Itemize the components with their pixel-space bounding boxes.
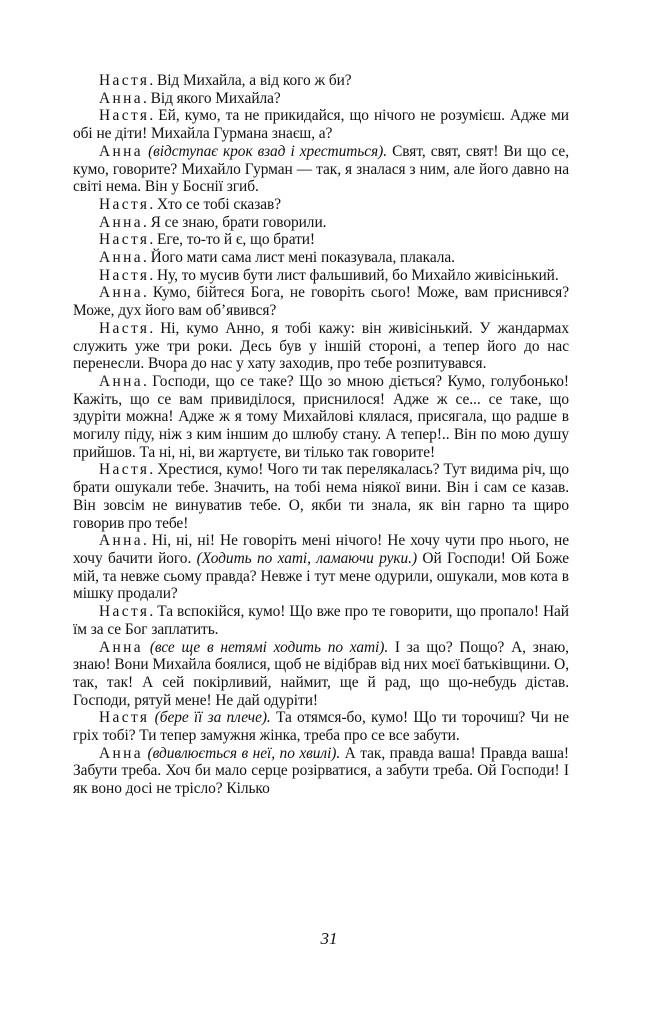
dialogue-text: А так, правда ваша! Правда ваша! Забути треба. Хоч би мало серце розірватися, а забути треба. Ой Господи! І як воно досі не трісло? Кілько — [73, 744, 569, 798]
dialogue-paragraph — [73, 107, 569, 142]
page-number: 31 — [320, 929, 338, 948]
speaker-name: Анна — [99, 213, 144, 231]
dialogue-paragraph — [73, 320, 569, 373]
dialogue-paragraph — [73, 709, 569, 744]
dialogue-text: . Кумо, бійтеся Бога, не говоріть сього! Може, вам приснився? Може, дух його вам об’явився? — [73, 284, 569, 320]
dialogue-text: . Ні, кумо Анно, я тобі кажу: він живісінький. У жандармах служить уже три роки. Десь був у іншій стороні, а тепер його до нас перенесли. Вчора до нас у хату заходив, про тебе розпитувався. — [73, 319, 569, 373]
dialogue-paragraph — [73, 603, 569, 638]
speaker-name: Анна — [99, 532, 144, 550]
speaker-name: Анна — [99, 249, 144, 267]
dialogue-paragraph — [73, 267, 569, 285]
speaker-name: Настя — [99, 709, 150, 727]
play-text-body — [73, 72, 569, 798]
dialogue-paragraph — [73, 639, 569, 710]
dialogue-paragraph — [73, 231, 569, 249]
dialogue-text: Ой Господи! Ой Боже мій, та невже сьому правда? Невже і тут мене одурили, ошукали, мов кота в мішку продали? — [73, 549, 570, 603]
dialogue-paragraph — [73, 143, 569, 196]
dialogue-paragraph — [73, 373, 569, 462]
speaker-name: Анна — [99, 284, 144, 302]
dialogue-paragraph — [73, 532, 569, 603]
dialogue-text: Свят, свят, свят! Ви що се, кумо, говорите? Михайло Гурман — так, я зналася з ним, але його давно на світі нема. Він у Боснії згиб. — [73, 142, 569, 196]
dialogue-text: . Його мати сама лист мені показувала, плакала. — [143, 249, 455, 267]
dialogue-text: . Господи, що се таке? Що зо мною діється? Кумо, голубонько! Кажіть, що се вам привиділося, приснилося! Адже ж се... се таке, що здуріти можна! Адже ж я тому Михайлові клялася, присягала, що радше в могилу піду, ніж з ким іншим до шлюбу стану. А тепер!.. Він по мою душу прийшов. Та ні, ні, ви жартуєте, ви тілько так говорите! — [73, 372, 569, 461]
speaker-name: Настя — [99, 72, 150, 89]
dialogue-paragraph — [73, 284, 569, 319]
dialogue-paragraph — [73, 90, 569, 108]
dialogue-text: . Я се знаю, брати говорили. — [143, 213, 327, 231]
speaker-name: Анна — [99, 89, 144, 107]
stage-direction: (бере її за плече). — [154, 709, 271, 727]
dialogue-text: Та отямся-бо, кумо! Що ти торочиш? Чи не гріх тобі? Ти тепер замужня жінка, треба про се все забути. — [73, 709, 569, 745]
dialogue-text: . Ей, кумо, та не прикидайся, що нічого не розумієш. Адже ми обі не діти! Михайла Гурмана знаєш, а? — [73, 107, 569, 143]
speaker-name: Настя — [99, 266, 150, 284]
dialogue-text: . Ні, ні, ні! Не говоріть мені нічого! Не хочу чути про нього, не хочу бачити його. — [73, 532, 569, 567]
dialogue-paragraph — [73, 214, 569, 232]
speaker-name: Анна — [99, 744, 144, 762]
stage-direction: (все ще в нетямі ходить по хаті). — [149, 638, 389, 656]
dialogue-paragraph — [73, 461, 569, 532]
speaker-name: Настя — [99, 461, 150, 479]
speaker-name: Настя — [99, 107, 150, 125]
speaker-name: Настя — [99, 195, 150, 213]
dialogue-paragraph — [73, 249, 569, 267]
dialogue-paragraph — [73, 196, 569, 214]
stage-direction: (вдивлюється в неї, по хвилі). — [147, 744, 341, 762]
speaker-name: Анна — [99, 372, 144, 390]
dialogue-text: . Еге, то-то й є, що брати! — [149, 231, 316, 249]
speaker-name: Настя — [99, 231, 150, 249]
document-page — [73, 72, 569, 798]
dialogue-text: . Від якого Михайла? — [143, 89, 281, 107]
dialogue-paragraph — [73, 72, 569, 90]
dialogue-paragraph — [73, 745, 569, 798]
dialogue-text: . Та вспокійся, кумо! Що вже про те говорити, що пропало! Най їм за се Бог заплатить. — [73, 603, 569, 638]
dialogue-text: . Від Михайла, а від кого ж би? — [149, 72, 352, 89]
stage-direction: (відступає крок взад і хреститься). — [148, 142, 388, 160]
dialogue-text: . Хрестися, кумо! Чого ти так перелякалась? Тут видима річ, що брати ошукали тебе. Значить, на тобі нема ніякої вини. Він і сам се казав. Він зовсім не винуватив тебе. О, якби ти знала, як він гарно та щиро говорив про тебе! — [73, 461, 569, 532]
dialogue-text — [143, 639, 150, 656]
speaker-name: Настя — [99, 319, 150, 337]
dialogue-text: . Ну, то мусив бути лист фальшивий, бо Михайло живісінький. — [149, 266, 559, 284]
dialogue-text: . Хто се тобі сказав? — [149, 195, 282, 213]
dialogue-text: І за що? Пощо? А, знаю, знаю! Вони Михайла боялися, щоб не відібрав від них моєї батьківщини. О, так, так! А сей покірливий, наймит, ще й рад, що що-небудь дістав. Господи, рятуй мене! Не дай одуріти! — [73, 638, 569, 709]
speaker-name: Анна — [99, 638, 144, 656]
speaker-name: Анна — [99, 142, 144, 160]
stage-direction: (Ходить по хаті, ламаючи руки.) — [196, 549, 418, 567]
speaker-name: Настя — [99, 603, 150, 621]
